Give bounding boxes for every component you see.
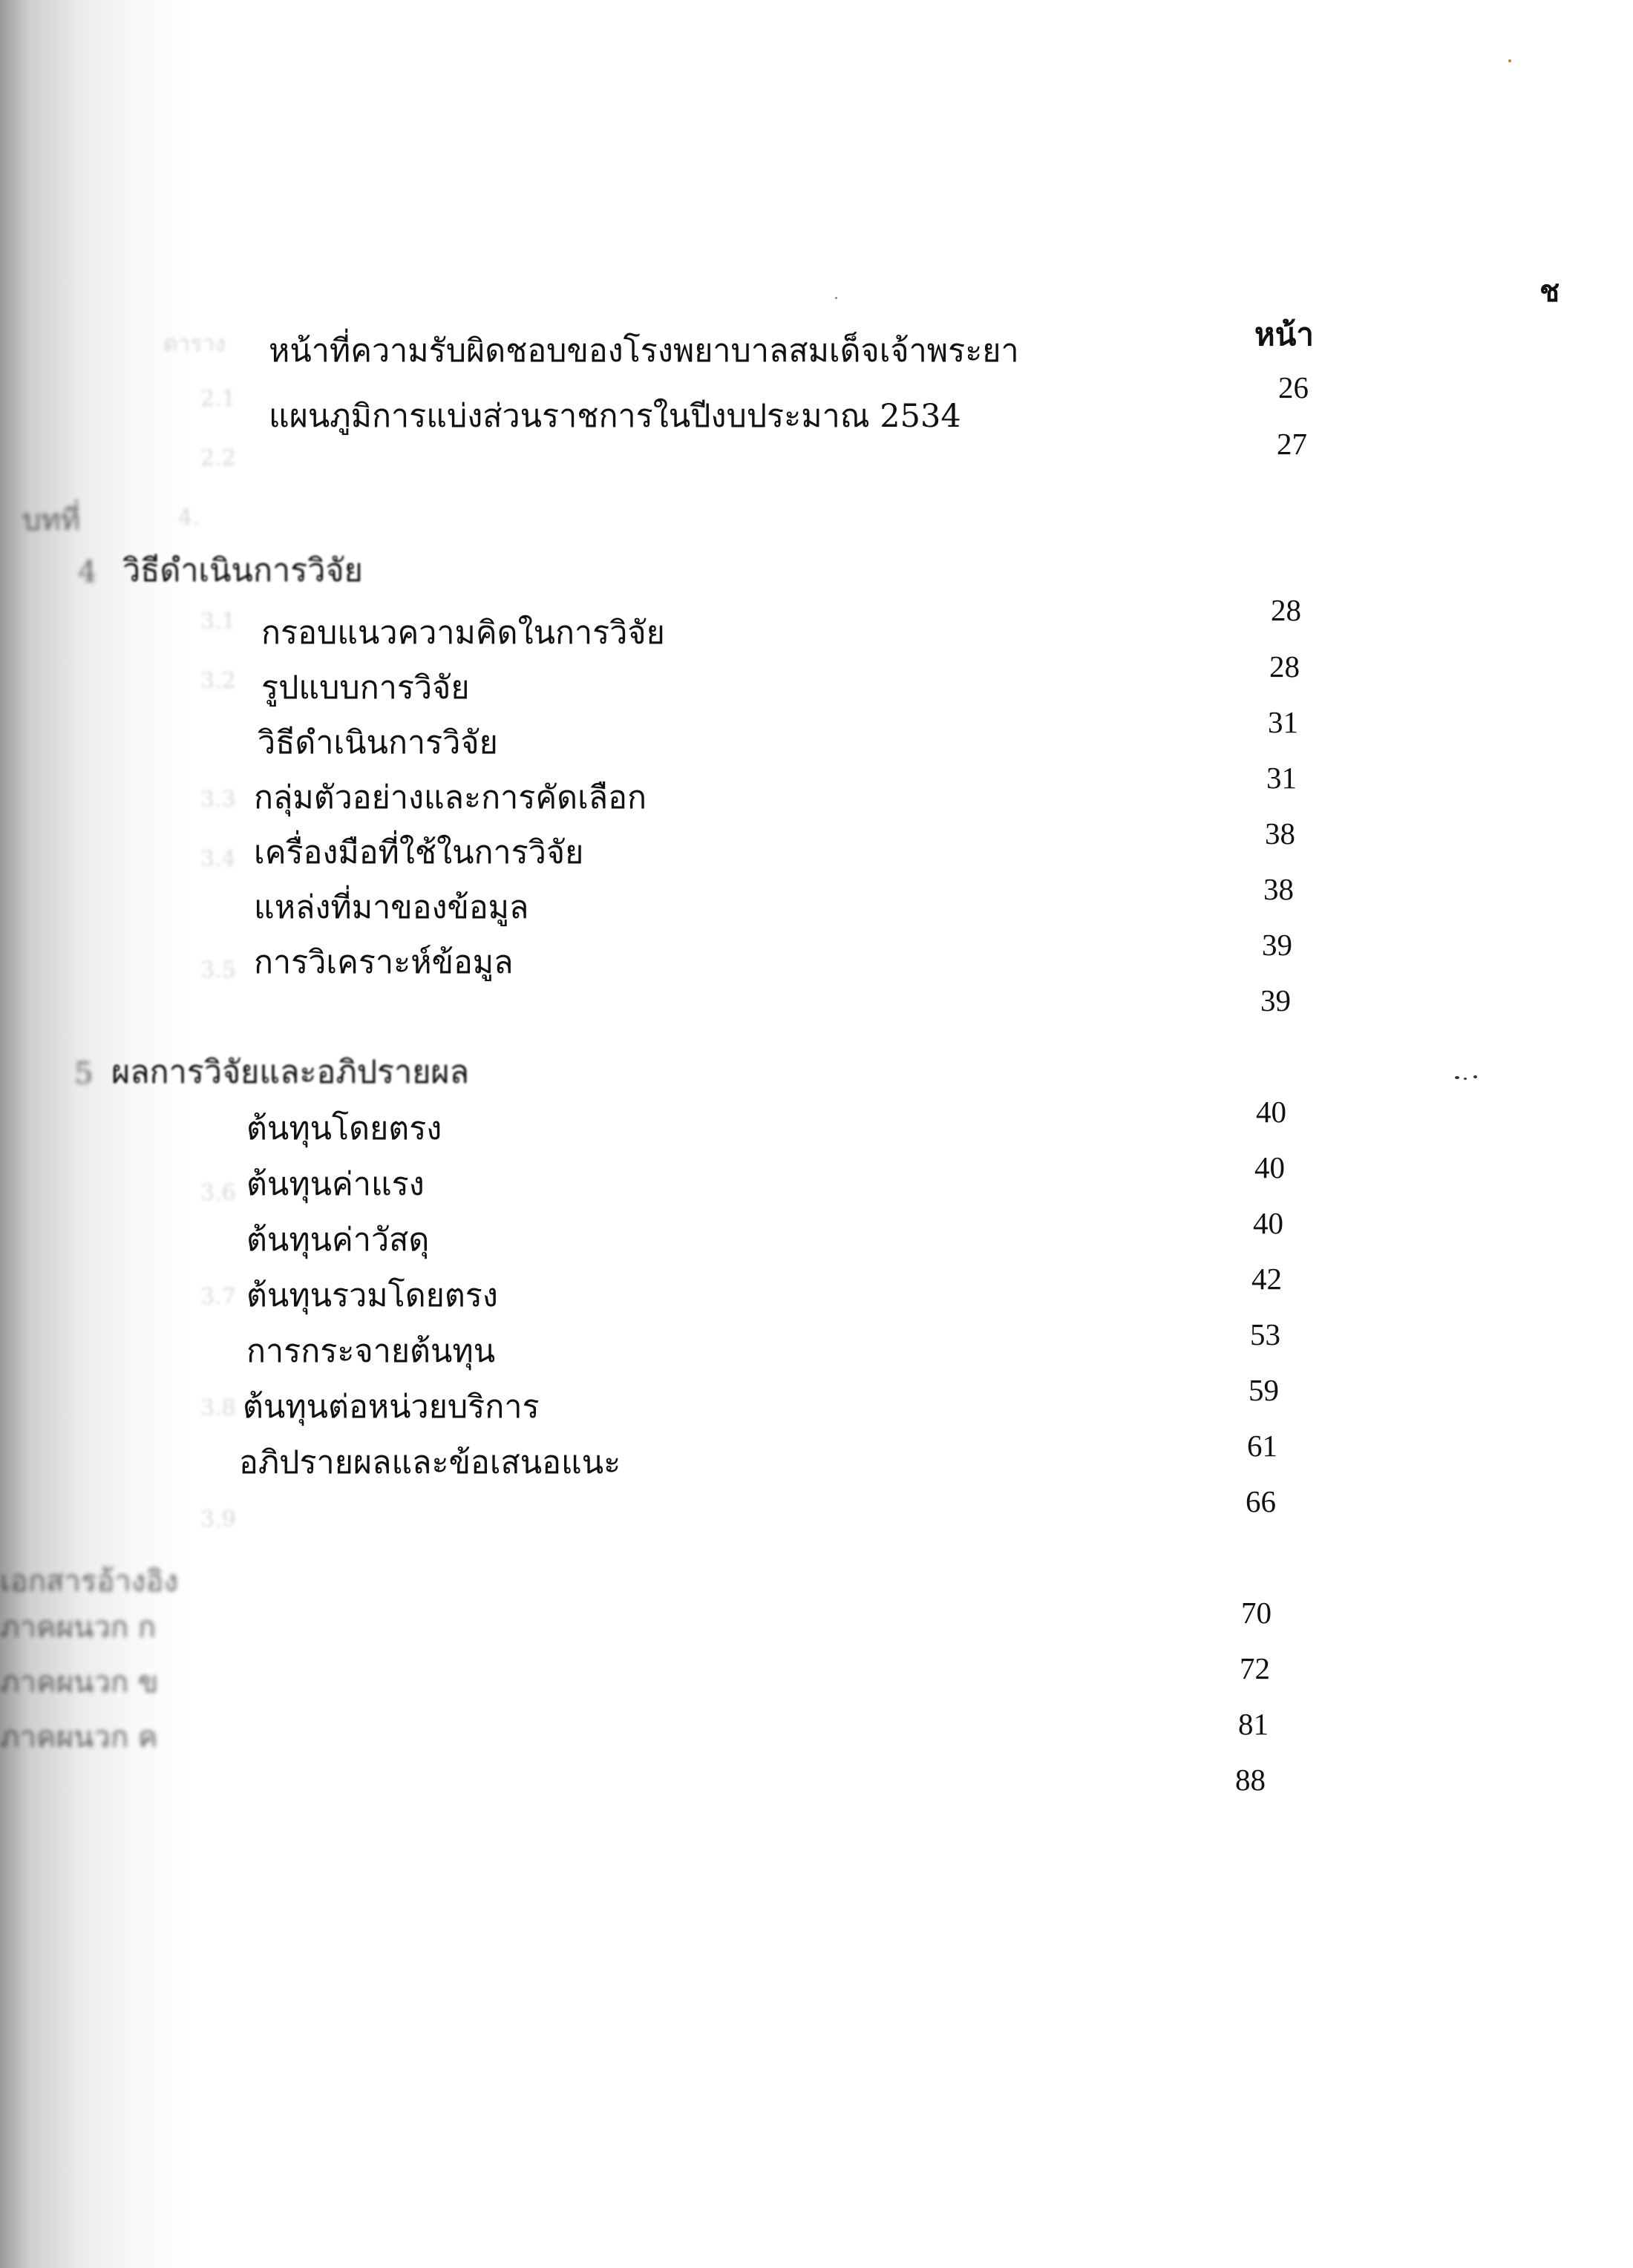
page-number-letter: ช [1539,274,1560,309]
page-number: 39 [1262,928,1292,962]
toc-entry: เครื่องมือที่ใช้ในการวิจัย [254,834,584,871]
toc-entry: ต้นทุนค่าวัสดุ [246,1222,430,1259]
toc-entry: ต้นทุนต่อหน่วยบริการ [243,1389,540,1426]
page-number: 26 [1278,370,1309,404]
page-number: 61 [1247,1429,1277,1463]
scan-speck [1473,1075,1477,1078]
page-number: 59 [1249,1373,1279,1407]
scan-speck [1508,59,1511,62]
page-number: 40 [1254,1150,1285,1184]
toc-entry: ต้นทุนค่าแรง [246,1166,425,1203]
page-number: 27 [1277,427,1307,461]
page-number: 88 [1235,1763,1266,1797]
page-number: 66 [1246,1484,1276,1518]
toc-entry: ต้นทุนรวมโดยตรง [246,1277,498,1314]
appendix-a: ภาคผนวก ก [0,1610,156,1645]
page-number: 38 [1263,872,1294,906]
scan-speck [1464,1078,1467,1080]
chapter-4-title: วิธีดำเนินการวิจัย [122,552,363,589]
show-through-text: 3.1 [200,609,236,635]
toc-entry: การวิเคราะห์ข้อมูล [254,944,514,981]
show-through-text: 4. [178,505,200,531]
toc-entry: กลุ่มตัวอย่างและการคัดเลือก [254,779,647,816]
show-through-text: 2.2 [200,445,236,471]
page-number: 28 [1269,649,1300,684]
page-number: 40 [1253,1206,1283,1240]
toc-entry: หน้าที่ความรับผิดชอบของโรงพยาบาลสมเด็จเจ้าพระยา [269,332,1019,370]
show-through-text: 3.2 [200,668,236,694]
toc-entry: รูปแบบการวิจัย [261,669,470,707]
chapter-4-number: 4 [78,555,97,589]
show-through-text: 3.6 [200,1180,236,1206]
scan-speck [1455,1076,1459,1079]
toc-entry: แผนภูมิการแบ่งส่วนราชการในปีงบประมาณ 2534 [269,398,961,435]
show-through-text: 3.5 [200,957,236,983]
show-through-text: 3.7 [200,1284,236,1310]
toc-entry: อภิปรายผลและข้อเสนอแนะ [239,1444,621,1481]
page-number: 31 [1266,761,1297,795]
chapter-5-number: 5 [74,1057,94,1091]
toc-entry: กรอบแนวความคิดในการวิจัย [261,614,665,652]
show-through-text: 3.9 [200,1507,236,1533]
show-through-text: 3.4 [200,846,236,872]
show-through-text: 2.1 [200,386,236,412]
appendix-c: ภาคผนวก ค [0,1720,158,1754]
chapter-5-title: ผลการวิจัยและอภิปรายผล [111,1054,469,1091]
references-heading: เอกสารอ้างอิง [0,1564,178,1599]
toc-entry: การกระจายต้นทุน [246,1333,496,1370]
toc-entry: วิธีดำเนินการวิจัย [258,724,498,761]
show-through-text: 3.3 [200,787,236,813]
page-column-header: หน้า [1254,316,1314,353]
page-number: 53 [1250,1317,1280,1351]
page-number: 70 [1241,1596,1272,1630]
page-number: 31 [1268,705,1298,739]
page-number: 42 [1251,1262,1282,1296]
page-number: 81 [1238,1707,1269,1741]
appendix-b: ภาคผนวก ข [0,1665,159,1700]
page-number: 38 [1265,816,1295,850]
toc-entry: ต้นทุนโดยตรง [246,1110,442,1147]
chapter-label: บทที่ [22,503,81,537]
scan-speck [835,297,837,299]
page-number: 39 [1260,983,1291,1017]
show-through-text: 3.8 [200,1395,236,1421]
page-number: 72 [1240,1651,1270,1685]
show-through-text: ตาราง [163,331,226,357]
toc-entry: แหล่งที่มาของข้อมูล [254,889,529,926]
page-number: 40 [1256,1095,1286,1129]
page-number: 28 [1271,593,1301,627]
